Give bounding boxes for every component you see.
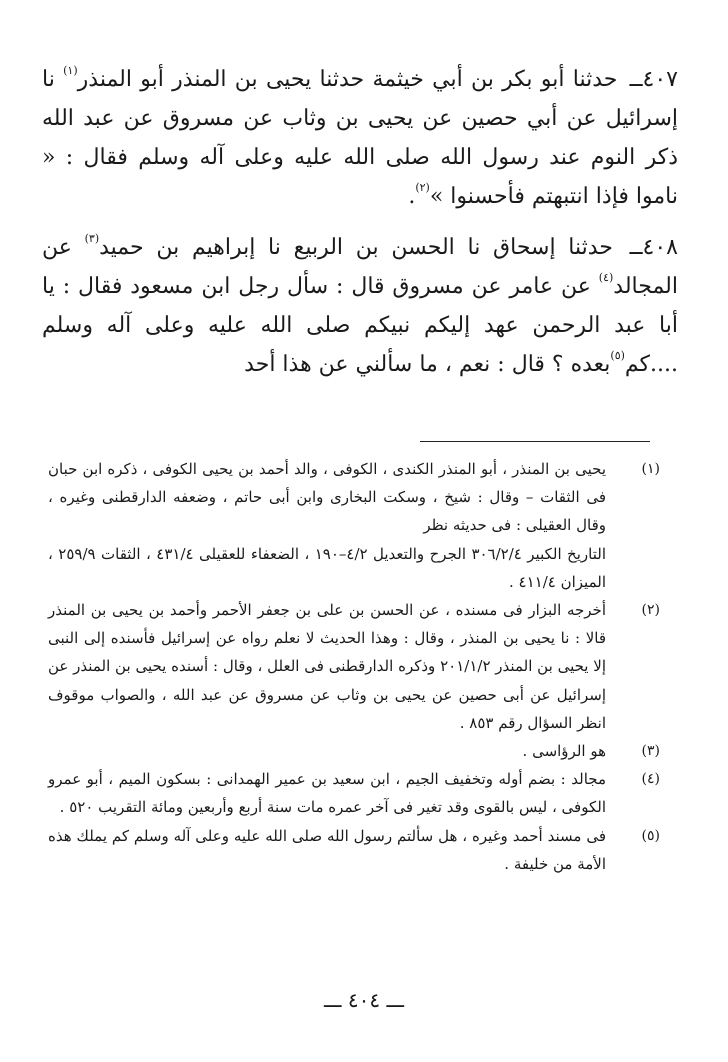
footnotes-section <box>48 455 660 878</box>
hadith-text: نا إسرائيل عن أبي حصين عن يحيى بن وثاب عن مسروق عن عبد الله ذكر النوم عند رسول الله صلى الله عليه وعلى آله وسلم فقال : « ناموا فإذا انتبهتم فأحسنوا » <box>42 67 678 209</box>
page-number: ـــ ٤٠٤ ـــ <box>323 988 405 1012</box>
footnote-text: مجالد : بضم أوله وتخفيف الجيم ، ابن سعيد بن عمير الهمدانى : بسكون الميم ، أبو عمرو الكوفى ، ليس بالقوى وقد تغير فى آخر عمره مات سنة أربع وأربعين ومائة التقريب ٥٢٠ . <box>48 770 606 817</box>
footnote-ref[interactable]: (١) <box>63 64 78 77</box>
footnote-label: (٣) <box>641 743 660 760</box>
footnote-text: التاريخ الكبير ٣٠٦/٢/٤ الجرح والتعديل ٤/٢–١٩٠ ، الضعفاء للعقيلى ٤٣١/٤ ، الثقات ٢٥٩/٩ ، الميزان ٤١١/٤ . <box>48 544 606 591</box>
footnote-ref[interactable]: (٣) <box>84 232 100 245</box>
footnote-label: (٥) <box>641 827 660 844</box>
footnote-ref[interactable]: (٤) <box>598 271 614 284</box>
hadith-text: عن المجالد <box>42 235 678 299</box>
hadith-number: ٤٠٨ــ <box>629 235 678 260</box>
footnote-label: (١) <box>641 461 660 477</box>
footnote-text: فى مسند أحمد وغيره ، هل سألتم رسول الله صلى الله عليه وعلى آله وسلم كم يملك هذه الأمة من خليفة . <box>48 826 606 873</box>
hadith-text: حدثنا إسحاق نا الحسن بن الربيع نا إبراهيم بن حميد <box>99 235 613 260</box>
footnote-5 <box>48 822 660 878</box>
hadith-entry-407 <box>42 60 678 216</box>
footnote-4 <box>48 765 660 821</box>
footnote-text: هو الرؤاسى . <box>522 742 606 761</box>
footnote-1 <box>48 455 660 596</box>
hadith-text: حدثنا أبو بكر بن أبي خيثمة حدثنا يحيى بن المنذر أبو المنذر <box>77 67 618 92</box>
hadith-entry-408 <box>42 228 678 384</box>
footnote-ref[interactable]: (٢) <box>415 181 430 194</box>
footnote-label: (٤) <box>641 771 660 788</box>
footnote-2 <box>48 596 660 737</box>
footnote-text: يحيى بن المنذر ، أبو المنذر الكندى ، الكوفى ، والد أحمد بن يحيى الكوفى ، ذكره ابن حبان فى الثقات – وقال : شيخ ، وسكت البخارى وابن أبى حاتم ، وضعفه الدارقطنى وغيره ، وقال العقيلى : فى حديثه نظر <box>48 460 606 535</box>
footnote-ref[interactable]: (٥) <box>610 349 625 362</box>
hadith-text: . <box>408 184 416 209</box>
footnote-separator <box>420 441 650 442</box>
hadith-text: عن عامر عن مسروق قال : سأل رجل ابن مسعود فقال : يا أبا عبد الرحمن عهد إليكم نبيكم صلى الله عليه وعلى آله وسلم ....كم <box>42 274 678 377</box>
hadith-number: ٤٠٧ــ <box>629 67 678 92</box>
footnote-label: (٢) <box>641 602 660 619</box>
footnote-text: أخرجه البزار فى مسنده ، عن الحسن بن على بن جعفر الأحمر وأحمد بن يحيى بن المنذر قالا : نا يحيى بن المنذر ، وقال : وهذا الحديث لا نعلم رواه عن إسرائيل فأسنده إلى النبى إلا يحيى بن المنذر ٢٠١/١/٢ وذكره الدارقطنى فى العلل ، وقال : أسنده يحيى بن المنذر عن إسرائيل عن أبى حصين عن يحيى بن وثاب عن مسروق عن عبد الله ، والصواب موقوف انظر السؤال رقم ٨٥٣ . <box>48 601 606 732</box>
footnote-3 <box>48 737 660 765</box>
hadith-text: بعده ؟ قال : نعم ، ما سألني عن هذا أحد <box>244 352 611 377</box>
